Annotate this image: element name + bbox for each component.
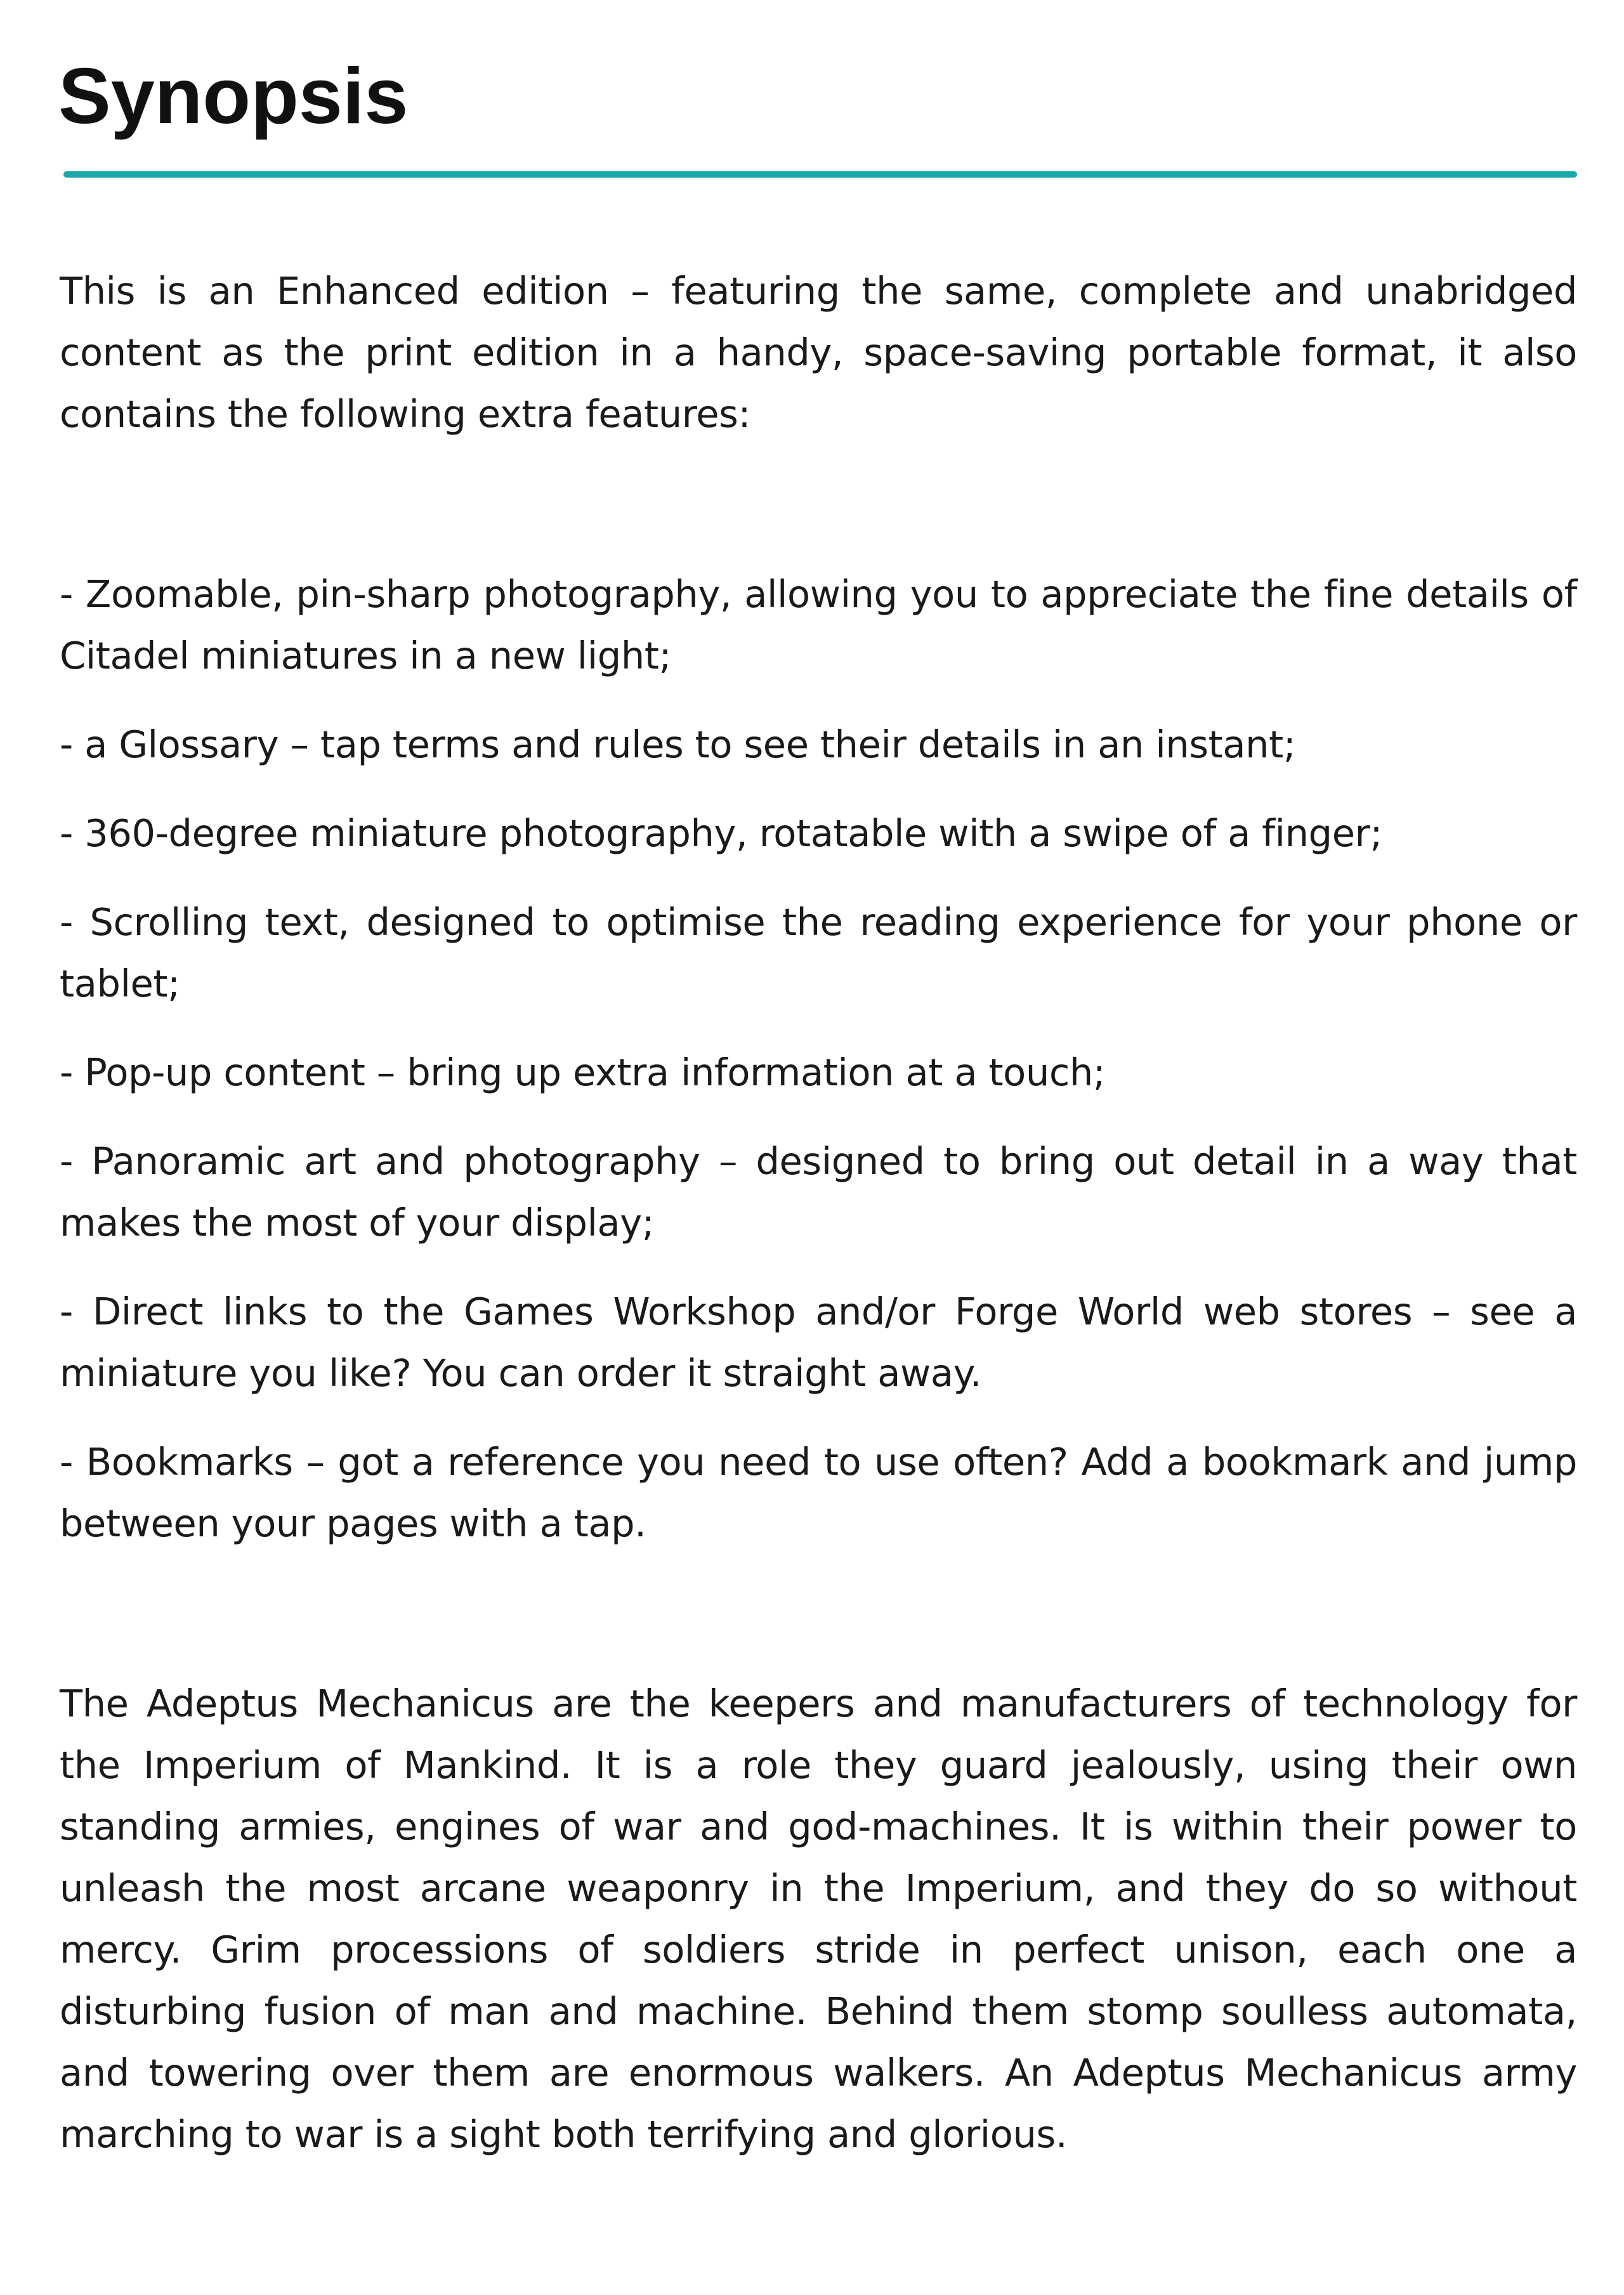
page-title: Synopsis (58, 53, 409, 140)
intro-paragraph: This is an Enhanced edition – featuring the same, complete and unabridged content as the print edition in a handy, space-saving portable format, it also contains the following extra features: (60, 269, 1577, 436)
feature-item: - Panoramic art and photography – designed to bring out detail in a way that makes the most of your display; (60, 1139, 1577, 1245)
feature-item: - Scrolling text, designed to optimise the reading experience for your phone or tablet; (60, 900, 1577, 1005)
document-body (60, 260, 1577, 2165)
feature-item: - 360-degree miniature photography, rotatable with a swipe of a finger; (60, 811, 1382, 855)
feature-item: - Zoomable, pin-sharp photography, allowing you to appreciate the fine details of Citadel miniatures in a new light; (60, 572, 1577, 677)
feature-list (60, 563, 1577, 1554)
feature-item: - Direct links to the Games Workshop and/or Forge World web stores – see a miniature you like? You can order it straight away. (60, 1290, 1577, 1395)
title-divider (63, 171, 1577, 178)
feature-item: - Bookmarks – got a reference you need to use often? Add a bookmark and jump between your pages with a tap. (60, 1440, 1577, 1545)
feature-item: - Pop-up content – bring up extra information at a touch; (60, 1050, 1106, 1094)
feature-item: - a Glossary – tap terms and rules to see their details in an instant; (60, 723, 1296, 766)
description-paragraph: The Adeptus Mechanicus are the keepers and manufacturers of technology for the Imperium of Mankind. It is a role they guard jealously, using their own standing armies, engines of war and god-machines. It is within their power to unleash the most arcane weaponry in the Imperium, and they do so without mercy. Grim processions of soldiers stride in perfect unison, each one a disturbing fusion of man and machine. Behind them stomp soulless automata, and towering over them are enormous walkers. An Adeptus Mechanicus army marching to war is a sight both terrifying and glorious. (60, 1682, 1577, 2156)
